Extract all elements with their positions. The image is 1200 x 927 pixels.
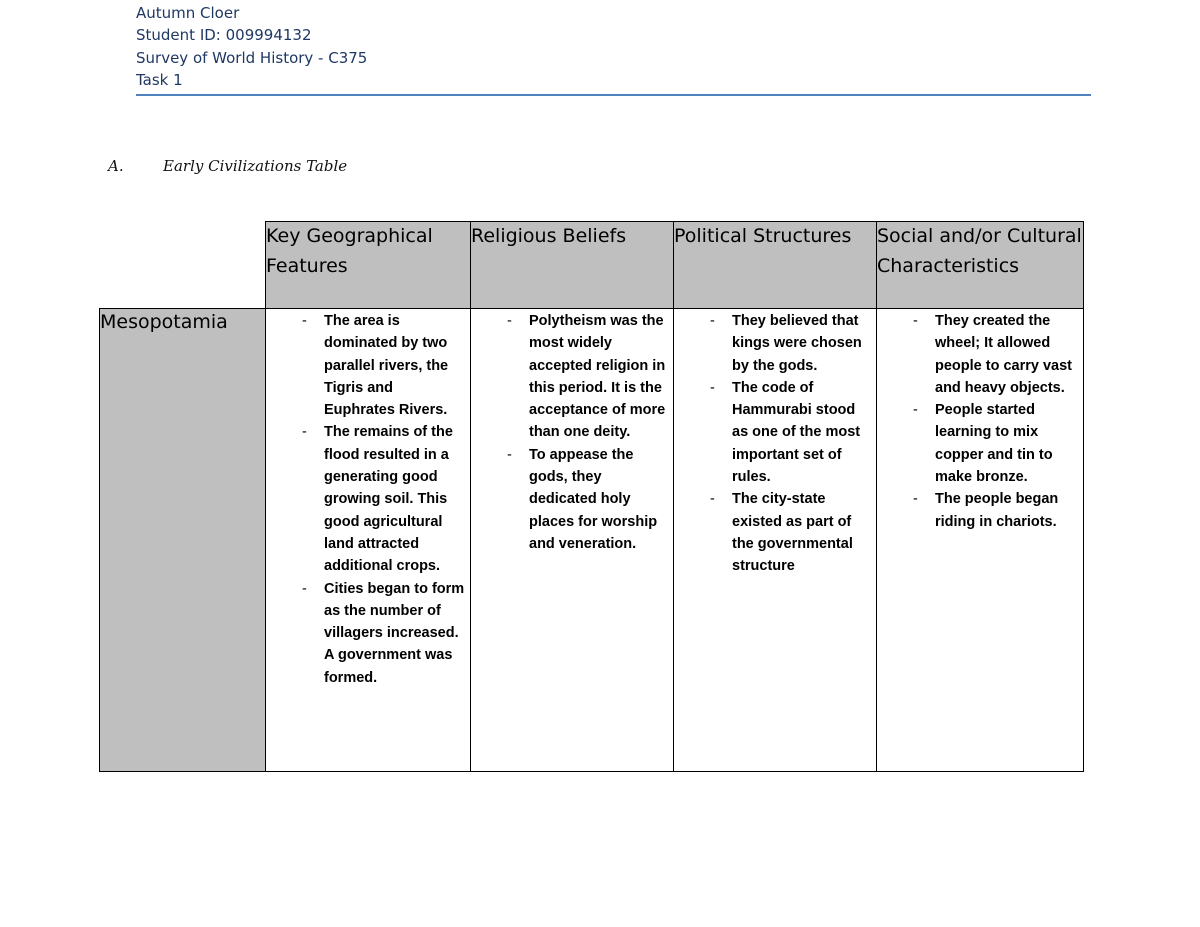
section-letter: A. (108, 157, 124, 175)
column-header: Social and/or Cultural Characteristics (877, 222, 1084, 309)
table-cell (471, 309, 674, 772)
document-header (136, 2, 367, 92)
bullet-item: - The code of Hammurabi stood as one of the most important set of rules. (674, 377, 872, 488)
column-header: Political Structures (674, 222, 877, 309)
bullet-list (471, 309, 673, 555)
civilizations-table (99, 221, 1084, 772)
table-cell (266, 309, 471, 772)
bullet-item: - They created the wheel; It allowed people to carry vast and heavy objects. (877, 310, 1079, 399)
column-header: Key Geographical Features (266, 222, 471, 309)
course-name: Survey of World History - C375 (136, 48, 368, 67)
bullet-item: - The area is dominated by two parallel rivers, the Tigris and Euphrates Rivers. (266, 310, 466, 421)
header-rule (136, 94, 1091, 96)
student-id: Student ID: 009994132 (136, 26, 312, 45)
table-row (100, 309, 1084, 772)
bullet-item: - To appease the gods, they dedicated holy places for worship and veneration. (471, 444, 669, 555)
bullet-item: - The remains of the flood resulted in a generating good growing soil. This good agricultural land attracted additional crops. (266, 421, 466, 577)
bullet-item: - They believed that kings were chosen by the gods. (674, 310, 872, 377)
author-name: Autumn Cloer (136, 4, 240, 22)
bullet-list (877, 309, 1083, 533)
table-cell (674, 309, 877, 772)
bullet-item: - Cities began to form as the number of villagers increased. A government was formed. (266, 578, 466, 689)
bullet-item: - People started learning to mix copper and tin to make bronze. (877, 399, 1079, 488)
bullet-item: - The city-state existed as part of the governmental structure (674, 488, 872, 577)
section-heading (108, 157, 347, 175)
corner-cell (100, 222, 266, 309)
column-header: Religious Beliefs (471, 222, 674, 309)
bullet-list (266, 309, 470, 689)
table-header-row (100, 222, 1084, 309)
row-header: Mesopotamia (100, 309, 266, 772)
task-label: Task 1 (136, 71, 183, 90)
section-title: Early Civilizations Table (163, 157, 348, 175)
table-cell (877, 309, 1084, 772)
bullet-item: - Polytheism was the most widely accepted religion in this period. It is the acceptance of more than one deity. (471, 310, 669, 444)
bullet-list (674, 309, 876, 578)
bullet-item: - The people began riding in chariots. (877, 488, 1079, 533)
